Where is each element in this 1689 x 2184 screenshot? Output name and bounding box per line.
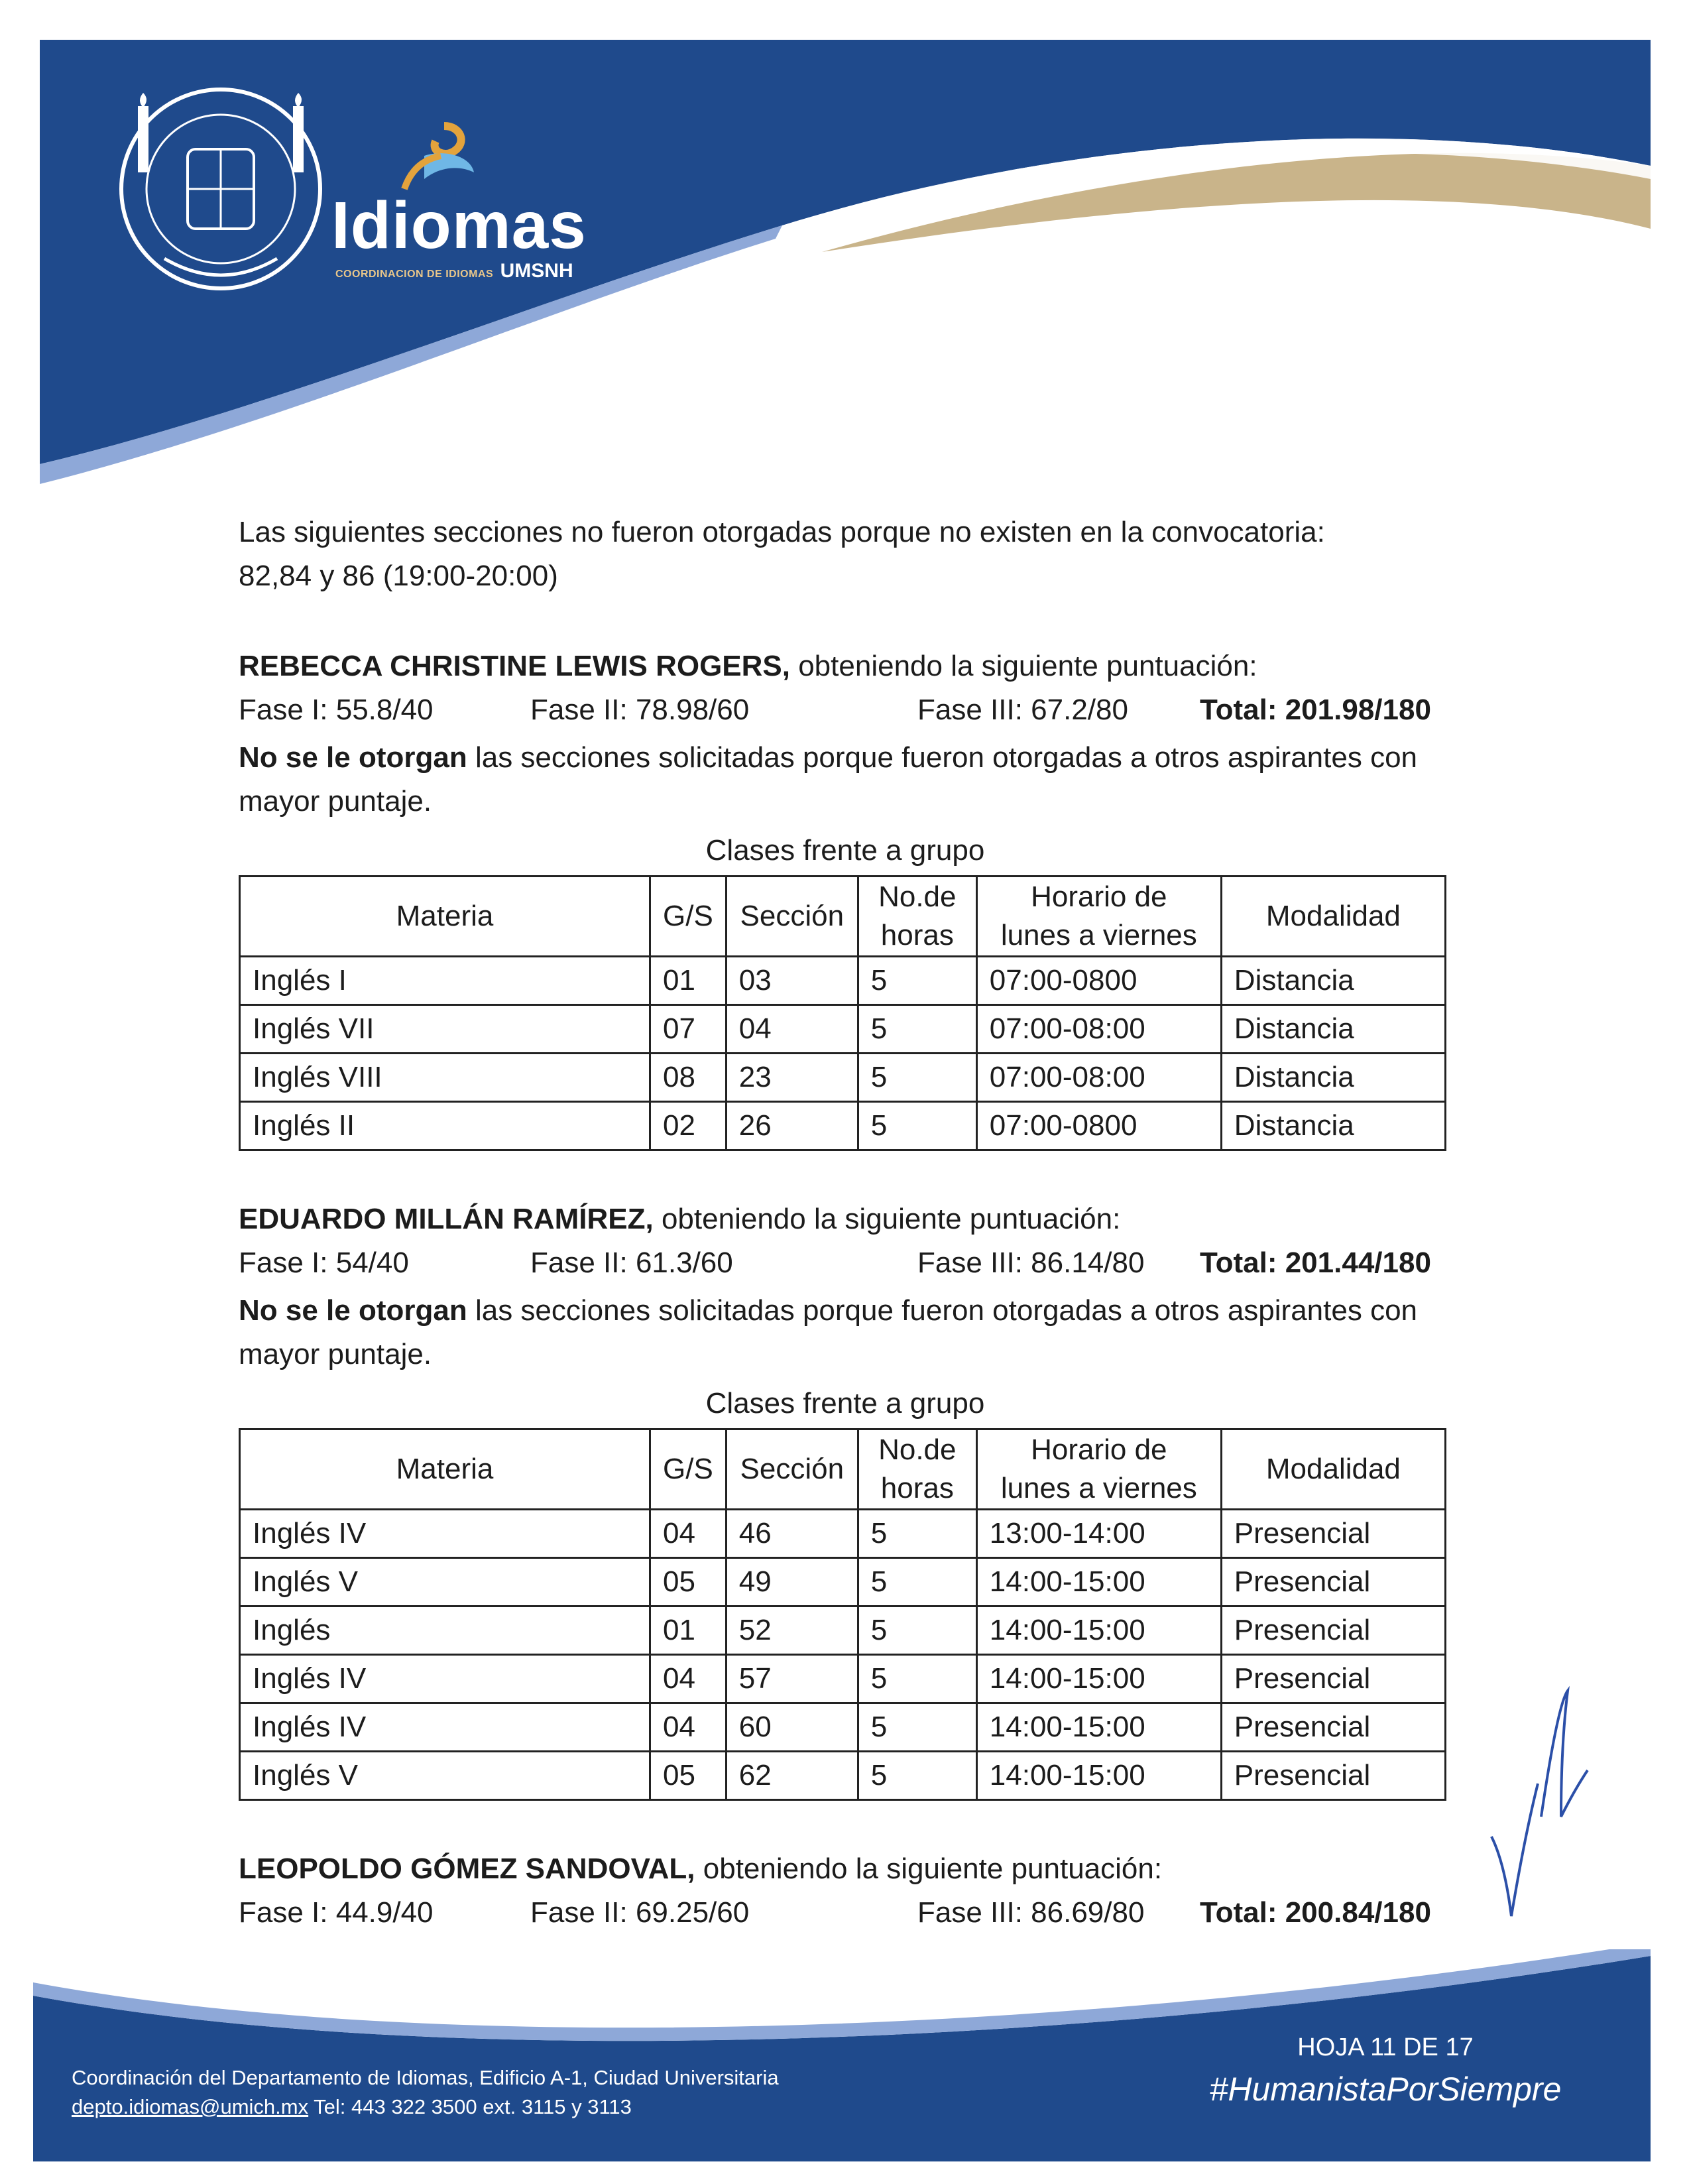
col-header-seccion: Sección bbox=[726, 1429, 858, 1510]
denial-text: las secciones solicitadas porque fueron otorgadas a otros aspirantes con bbox=[467, 1294, 1418, 1327]
cell-horas: 5 bbox=[858, 1703, 976, 1752]
university-seal-logo bbox=[111, 80, 330, 298]
candidate-intro: obteniendo la siguiente puntuación: bbox=[789, 650, 1257, 682]
cell-gs: 04 bbox=[650, 1655, 727, 1703]
cell-horario: 14:00-15:00 bbox=[976, 1703, 1221, 1752]
cell-seccion: 26 bbox=[726, 1102, 858, 1150]
cell-horas: 5 bbox=[858, 1510, 976, 1558]
cell-horas: 5 bbox=[858, 1752, 976, 1800]
fase-1-score: Fase I: 54/40 bbox=[239, 1246, 409, 1279]
cell-seccion: 03 bbox=[726, 957, 858, 1005]
brand-subtitle bbox=[335, 260, 573, 282]
cell-modalidad: Presencial bbox=[1221, 1510, 1445, 1558]
col-header-gs: G/S bbox=[650, 1429, 727, 1510]
cell-gs: 05 bbox=[650, 1558, 727, 1607]
brand-swirl-icon bbox=[384, 119, 484, 192]
candidate-heading bbox=[239, 1197, 1452, 1241]
cell-horas: 5 bbox=[858, 1102, 976, 1150]
document-body bbox=[239, 511, 1452, 1939]
cell-materia: Inglés I bbox=[240, 957, 650, 1005]
candidate-intro: obteniendo la siguiente puntuación: bbox=[653, 1203, 1121, 1235]
cell-gs: 01 bbox=[650, 957, 727, 1005]
cell-horario: 14:00-15:00 bbox=[976, 1655, 1221, 1703]
cell-modalidad: Presencial bbox=[1221, 1607, 1445, 1655]
fase-3-score: Fase III: 86.14/80 bbox=[917, 1246, 1145, 1279]
cell-modalidad: Presencial bbox=[1221, 1752, 1445, 1800]
cell-horas: 5 bbox=[858, 1005, 976, 1054]
cell-seccion: 52 bbox=[726, 1607, 858, 1655]
col-header-horario: Horario de lunes a viernes bbox=[976, 877, 1221, 957]
intro-line-1: Las siguientes secciones no fueron otorgadas porque no existen en la convocatoria: bbox=[239, 516, 1325, 548]
email-link[interactable]: depto.idiomas@umich.mx bbox=[72, 2095, 309, 2118]
footer-right bbox=[1180, 2029, 1591, 2112]
cell-materia: Inglés bbox=[240, 1607, 650, 1655]
cell-materia: Inglés VIII bbox=[240, 1054, 650, 1102]
table-row bbox=[240, 1054, 1446, 1102]
score-row bbox=[239, 688, 1452, 736]
footer-contact bbox=[72, 2063, 779, 2122]
table-row bbox=[240, 1102, 1446, 1150]
cell-horas: 5 bbox=[858, 1655, 976, 1703]
cell-horas: 5 bbox=[858, 1054, 976, 1102]
cell-modalidad: Presencial bbox=[1221, 1558, 1445, 1607]
cell-seccion: 23 bbox=[726, 1054, 858, 1102]
cell-seccion: 62 bbox=[726, 1752, 858, 1800]
cell-materia: Inglés IV bbox=[240, 1655, 650, 1703]
fase-3-score: Fase III: 86.69/80 bbox=[917, 1896, 1145, 1929]
fase-3-score: Fase III: 67.2/80 bbox=[917, 694, 1128, 726]
cell-gs: 02 bbox=[650, 1102, 727, 1150]
cell-modalidad: Presencial bbox=[1221, 1655, 1445, 1703]
candidate-name: LEOPOLDO GÓMEZ SANDOVAL, bbox=[239, 1852, 695, 1885]
fase-1-score: Fase I: 55.8/40 bbox=[239, 694, 434, 726]
cell-seccion: 04 bbox=[726, 1005, 858, 1054]
cell-modalidad: Presencial bbox=[1221, 1703, 1445, 1752]
cell-gs: 04 bbox=[650, 1703, 727, 1752]
cell-gs: 01 bbox=[650, 1607, 727, 1655]
brand-sub-big: UMSNH bbox=[500, 260, 573, 282]
cell-seccion: 57 bbox=[726, 1655, 858, 1703]
denial-bold: No se le otorgan bbox=[239, 741, 467, 774]
cell-modalidad: Distancia bbox=[1221, 1102, 1445, 1150]
total-score: Total: 200.84/180 bbox=[1200, 1896, 1431, 1929]
cell-materia: Inglés II bbox=[240, 1102, 650, 1150]
candidate-name: EDUARDO MILLÁN RAMÍREZ, bbox=[239, 1203, 654, 1235]
cell-horario: 07:00-0800 bbox=[976, 957, 1221, 1005]
denial-note bbox=[239, 736, 1452, 780]
footer-address: Coordinación del Departamento de Idiomas, Edificio A-1, Ciudad Universitaria bbox=[72, 2066, 779, 2089]
cell-horario: 14:00-15:00 bbox=[976, 1752, 1221, 1800]
cell-materia: Inglés IV bbox=[240, 1703, 650, 1752]
sections-table bbox=[239, 875, 1446, 1151]
total-score: Total: 201.98/180 bbox=[1200, 694, 1431, 726]
table-row bbox=[240, 1558, 1446, 1607]
cell-materia: Inglés V bbox=[240, 1752, 650, 1800]
brand-name: Idiomas bbox=[331, 188, 587, 263]
table-row bbox=[240, 1655, 1446, 1703]
page-number: HOJA 11 DE 17 bbox=[1297, 2033, 1474, 2061]
cell-horas: 5 bbox=[858, 957, 976, 1005]
cell-gs: 04 bbox=[650, 1510, 727, 1558]
table-row bbox=[240, 1703, 1446, 1752]
col-header-modalidad: Modalidad bbox=[1221, 877, 1445, 957]
intro-line-2: 82,84 y 86 (19:00-20:00) bbox=[239, 560, 558, 592]
cell-materia: Inglés IV bbox=[240, 1510, 650, 1558]
cell-horario: 07:00-08:00 bbox=[976, 1005, 1221, 1054]
fase-1-score: Fase I: 44.9/40 bbox=[239, 1896, 434, 1929]
cell-horario: 07:00-0800 bbox=[976, 1102, 1221, 1150]
footer-phone: Tel: 443 322 3500 ext. 3115 y 3113 bbox=[308, 2095, 632, 2118]
table-row bbox=[240, 1607, 1446, 1655]
sections-table bbox=[239, 1428, 1446, 1801]
cell-horas: 5 bbox=[858, 1607, 976, 1655]
col-header-seccion: Sección bbox=[726, 877, 858, 957]
cell-horario: 07:00-08:00 bbox=[976, 1054, 1221, 1102]
table-caption: Clases frente a grupo bbox=[705, 1387, 985, 1420]
score-row bbox=[239, 1241, 1452, 1289]
candidate-name: REBECCA CHRISTINE LEWIS ROGERS, bbox=[239, 650, 790, 682]
denial-note bbox=[239, 1289, 1452, 1333]
cell-horario: 13:00-14:00 bbox=[976, 1510, 1221, 1558]
cell-seccion: 49 bbox=[726, 1558, 858, 1607]
fase-2-score: Fase II: 78.98/60 bbox=[530, 694, 750, 726]
cell-gs: 07 bbox=[650, 1005, 727, 1054]
cell-horario: 14:00-15:00 bbox=[976, 1558, 1221, 1607]
table-row bbox=[240, 1752, 1446, 1800]
cell-modalidad: Distancia bbox=[1221, 1005, 1445, 1054]
cell-materia: Inglés VII bbox=[240, 1005, 650, 1054]
col-header-gs: G/S bbox=[650, 877, 727, 957]
col-header-horas: No.de horas bbox=[858, 1429, 976, 1510]
cell-materia: Inglés V bbox=[240, 1558, 650, 1607]
cell-seccion: 46 bbox=[726, 1510, 858, 1558]
handwritten-signature bbox=[1478, 1684, 1598, 1923]
denial-note-line-2: mayor puntaje. bbox=[239, 785, 432, 818]
cell-gs: 05 bbox=[650, 1752, 727, 1800]
candidate-heading bbox=[239, 1847, 1452, 1891]
candidate-intro: obteniendo la siguiente puntuación: bbox=[695, 1852, 1163, 1885]
footer-hashtag: #HumanistaPorSiempre bbox=[1209, 2071, 1562, 2108]
col-header-materia: Materia bbox=[240, 877, 650, 957]
denial-bold: No se le otorgan bbox=[239, 1294, 467, 1327]
candidate-heading bbox=[239, 644, 1452, 688]
col-header-horas: No.de horas bbox=[858, 877, 976, 957]
table-row bbox=[240, 1510, 1446, 1558]
cell-seccion: 60 bbox=[726, 1703, 858, 1752]
col-header-horario: Horario de lunes a viernes bbox=[976, 1429, 1221, 1510]
cell-modalidad: Distancia bbox=[1221, 1054, 1445, 1102]
col-header-materia: Materia bbox=[240, 1429, 650, 1510]
table-row bbox=[240, 1005, 1446, 1054]
cell-modalidad: Distancia bbox=[1221, 957, 1445, 1005]
score-row bbox=[239, 1891, 1452, 1939]
total-score: Total: 201.44/180 bbox=[1200, 1246, 1431, 1279]
denial-note-line-2: mayor puntaje. bbox=[239, 1338, 432, 1370]
brand-sub-small: COORDINACION DE IDIOMAS bbox=[335, 269, 494, 280]
fase-2-score: Fase II: 61.3/60 bbox=[530, 1246, 733, 1279]
denial-text: las secciones solicitadas porque fueron otorgadas a otros aspirantes con bbox=[467, 741, 1418, 774]
cell-horario: 14:00-15:00 bbox=[976, 1607, 1221, 1655]
cell-horas: 5 bbox=[858, 1558, 976, 1607]
table-row bbox=[240, 957, 1446, 1005]
cell-gs: 08 bbox=[650, 1054, 727, 1102]
fase-2-score: Fase II: 69.25/60 bbox=[530, 1896, 750, 1929]
col-header-modalidad: Modalidad bbox=[1221, 1429, 1445, 1510]
footer-contact-line bbox=[72, 2093, 779, 2122]
table-caption: Clases frente a grupo bbox=[705, 834, 985, 867]
